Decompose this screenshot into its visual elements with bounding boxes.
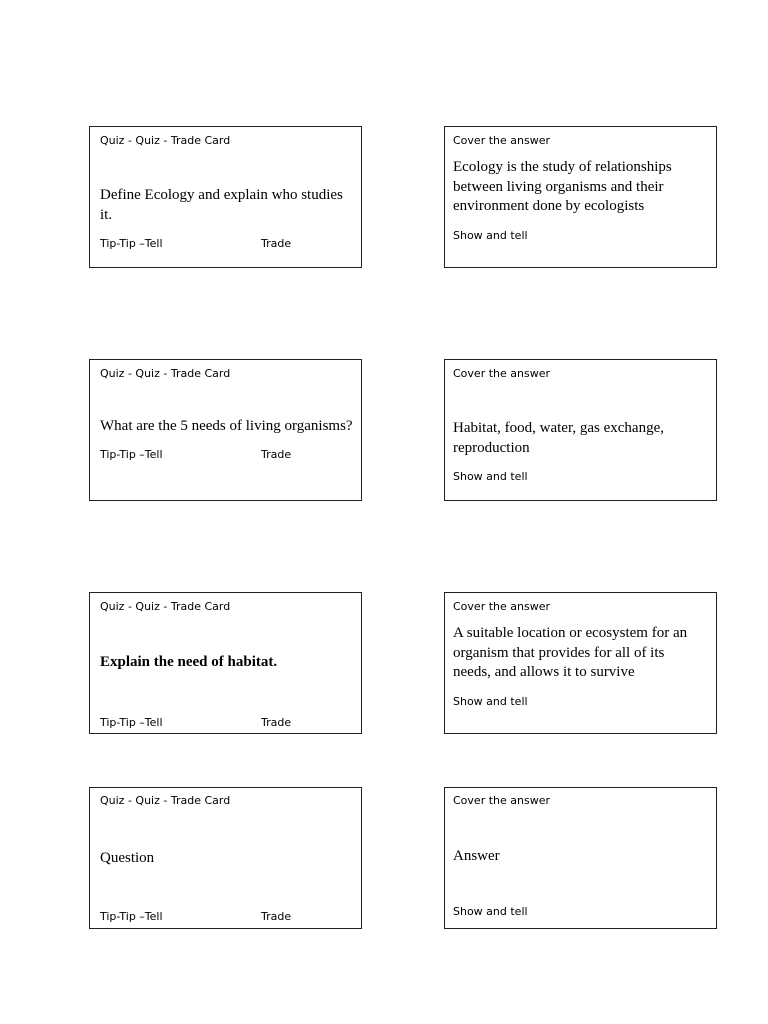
card-header: Cover the answer [453,794,550,807]
show-and-tell-label: Show and tell [453,470,528,483]
tip-tip-tell-label: Tip-Tip –Tell [100,716,163,729]
trade-label: Trade [261,910,292,923]
card-question: Question [100,850,155,866]
card-answer: Answer [453,848,500,864]
quiz-card [89,592,362,734]
card-question: Explain the need of habitat. [100,654,278,670]
card-question: Define Ecology and explain who studies it. [100,187,343,223]
trade-label: Trade [261,448,292,461]
card-answer: Ecology is the study of relationships between living organisms and their environment done by ecologists [453,159,672,214]
card-header: Cover the answer [453,367,550,380]
quiz-card [89,359,362,501]
answer-card [444,787,717,929]
quiz-card [89,787,362,929]
trade-label: Trade [261,716,292,729]
card-header: Quiz - Quiz - Trade Card [100,367,231,380]
tip-tip-tell-label: Tip-Tip –Tell [100,237,163,250]
tip-tip-tell-label: Tip-Tip –Tell [100,448,163,461]
card-header: Cover the answer [453,600,550,613]
card-header: Cover the answer [453,134,550,147]
card-header: Quiz - Quiz - Trade Card [100,794,231,807]
card-header: Quiz - Quiz - Trade Card [100,134,231,147]
show-and-tell-label: Show and tell [453,905,528,918]
card-header: Quiz - Quiz - Trade Card [100,600,231,613]
card-answer: Habitat, food, water, gas exchange, reproduction [453,420,664,456]
trade-label: Trade [261,237,292,250]
card-answer: A suitable location or ecosystem for an organism that provides for all of its needs, and allows it to survive [453,625,688,680]
card-question: What are the 5 needs of living organisms? [100,418,353,434]
quiz-card [89,126,362,268]
tip-tip-tell-label: Tip-Tip –Tell [100,910,163,923]
answer-card [444,592,717,734]
answer-card [444,126,717,268]
show-and-tell-label: Show and tell [453,229,528,242]
show-and-tell-label: Show and tell [453,695,528,708]
answer-card [444,359,717,501]
